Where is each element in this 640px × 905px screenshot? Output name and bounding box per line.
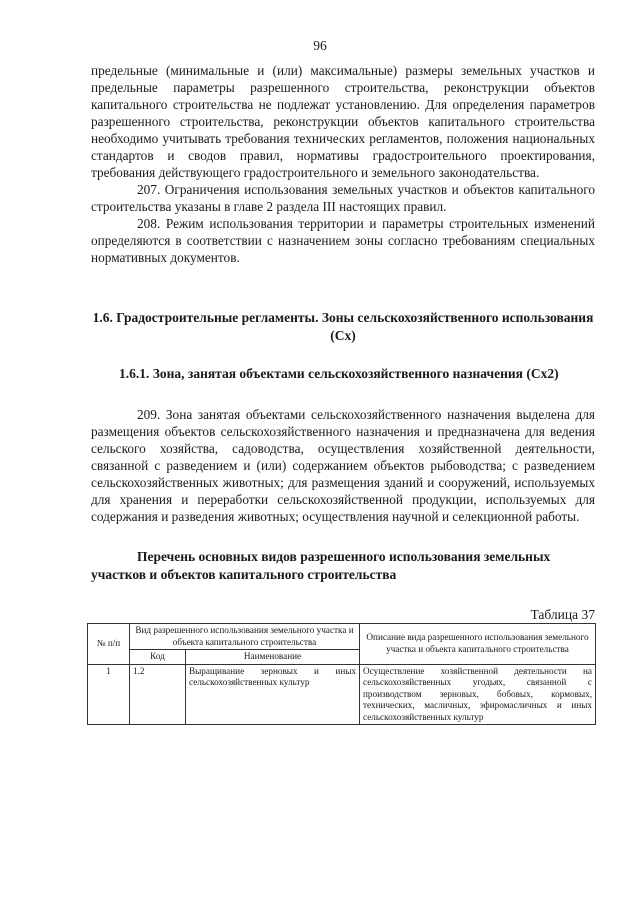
cell-code: 1.2	[130, 664, 186, 725]
table-header-row	[88, 624, 596, 650]
table-row	[88, 664, 596, 725]
header-description: Описание вида разрешенного использования земельного участка и объекта капитального строительства	[360, 624, 596, 665]
cell-num: 1	[88, 664, 130, 725]
page-content	[91, 62, 595, 725]
intro-paragraph: предельные (минимальные и (или) максимальные) размеры земельных участков и предельные параметры разрешенного строительства, реконструкции объектов капитального строительства не подлежат установлению. Для определения параметров разрешенного строительства, реконструкции объектов капитального строительства необходимо учитывать требования технических регламентов, положения национальных стандартов и сводов правил, нормативы градостроительного проектирования, требования действующего градостроительного и земельного законодательства.	[91, 63, 595, 180]
cell-name: Выращивание зерновых и иных сельскохозяйственных культур	[186, 664, 360, 725]
page-number: 96	[313, 38, 327, 53]
header-group: Вид разрешенного использования земельного участка и объекта капитального строительства	[130, 624, 360, 650]
cell-description: Осуществление хозяйственной деятельности на сельскохозяйственных угодьях, связанной с производством зерновых, бобовых, кормовых, технических, масличных, эфиромасличных и иных сельскохозяйственных культур	[360, 664, 596, 725]
item-209: 209. Зона занятая объектами сельскохозяйственного назначения выделена для размещения объектов сельскохозяйственного назначения и предназначена для ведения сельского хозяйства, садоводства, осуществления хозяйственной деятельности, связанной с разведением и (или) содержанием объектов рыбоводства; с разведением сельскохозяйственных животных; для размещения зданий и сооружений, используемых для хранения и переработки сельскохозяйственной продукции, используемых для содержания и разведения животных; осуществления научной и селекционной работы.	[91, 407, 595, 524]
uses-table	[87, 623, 596, 725]
header-code: Код	[130, 650, 186, 665]
section-heading: 1.6. Градостроительные регламенты. Зоны сельскохозяйственного использования (Сх)	[92, 310, 594, 343]
table-caption: Таблица 37	[530, 607, 595, 622]
list-heading: Перечень основных видов разрешенного использования земельных участков и объектов капитального строительства	[91, 549, 551, 582]
item-207: 207. Ограничения использования земельных участков и объектов капитального строительства указаны в главе 2 раздела III настоящих правил.	[91, 182, 595, 214]
subsection-heading: 1.6.1. Зона, занятая объектами сельскохозяйственного назначения (Сх2)	[119, 366, 559, 381]
item-208: 208. Режим использования территории и параметры строительных изменений определяются в соответствии с назначением зоны согласно требованиям специальных нормативных документов.	[91, 216, 595, 265]
header-name: Наименование	[186, 650, 360, 665]
header-num: № п/п	[88, 624, 130, 665]
